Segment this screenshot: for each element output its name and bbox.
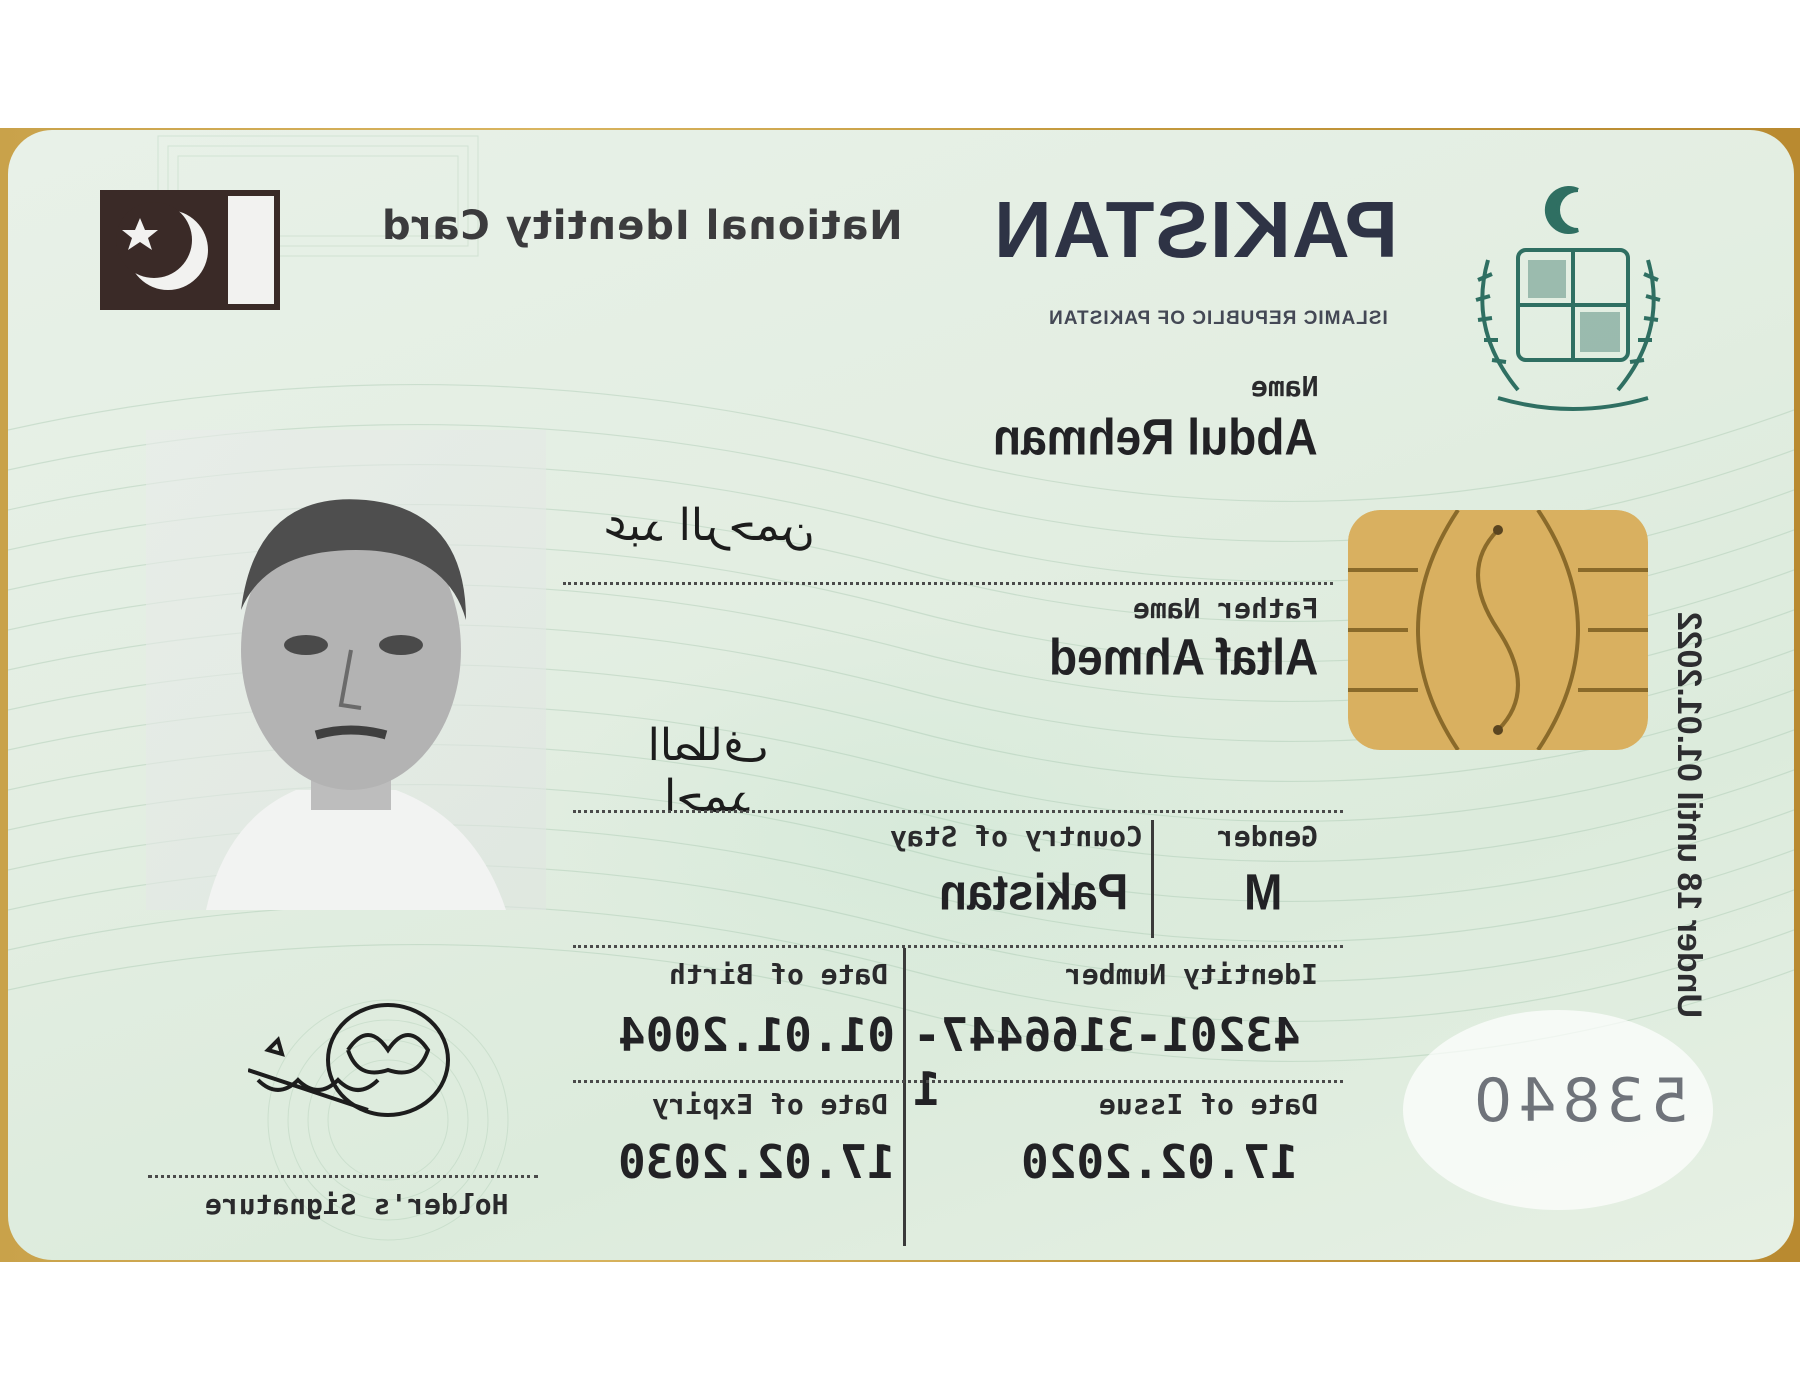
holder-photo [146, 430, 546, 910]
divider-name [563, 582, 1333, 585]
divider-signature [148, 1175, 538, 1178]
card-title: National Identity Card [381, 203, 903, 249]
dob-label: Date of Birth [668, 958, 888, 991]
state-emblem-icon [1448, 170, 1688, 430]
name-value: Abdul Rehman [993, 408, 1318, 466]
svg-text:Under 18 until 01.01.2022: Under 18 until 01.01.2022 [1670, 611, 1708, 1018]
expiry-label: Date of Expiry [651, 1088, 888, 1121]
name-urdu: عبد الرحمن [601, 500, 815, 551]
identity-number-label: Identity Number [1065, 958, 1318, 991]
father-value: Altaf Ahmed [1048, 628, 1318, 686]
top-margin [0, 0, 1800, 128]
expiry-value: 17.02.2030 [618, 1135, 895, 1189]
bottom-margin [0, 1262, 1800, 1391]
country-full-name: ISLAMIC REPUBLIC OF PAKISTAN [1048, 308, 1388, 329]
identity-number-value: 43201-3166447-1 [913, 1008, 1301, 1116]
dob-value: 01.01.2004 [618, 1008, 895, 1062]
divider-identity [573, 1080, 1343, 1083]
father-urdu: الطاف احمد [647, 720, 769, 822]
minor-status-text [1640, 510, 1740, 1030]
issue-label: Date of Issue [1098, 1088, 1318, 1121]
flag-icon [100, 190, 280, 310]
country-name: PAKISTAN [992, 185, 1398, 274]
father-label: Father Name [1132, 592, 1318, 625]
divider-father [573, 810, 1343, 813]
divider-gender [573, 945, 1343, 948]
serial-number: 53840 [1467, 1066, 1689, 1136]
divider-gender-vertical [1151, 820, 1154, 938]
issue-value: 17.02.2020 [1021, 1135, 1298, 1189]
signature-label: Holder's Signature [204, 1188, 508, 1221]
country-of-stay-value: Pakistan [938, 863, 1128, 921]
signature-scribble [248, 990, 468, 1150]
gender-value: M [1243, 863, 1283, 921]
id-card [8, 130, 1794, 1260]
country-of-stay-label: Country of Stay [890, 820, 1143, 853]
chip-icon [1348, 510, 1648, 750]
gender-label: Gender [1216, 820, 1318, 853]
divider-center-vertical [903, 948, 906, 1246]
name-label: Name [1250, 370, 1318, 403]
